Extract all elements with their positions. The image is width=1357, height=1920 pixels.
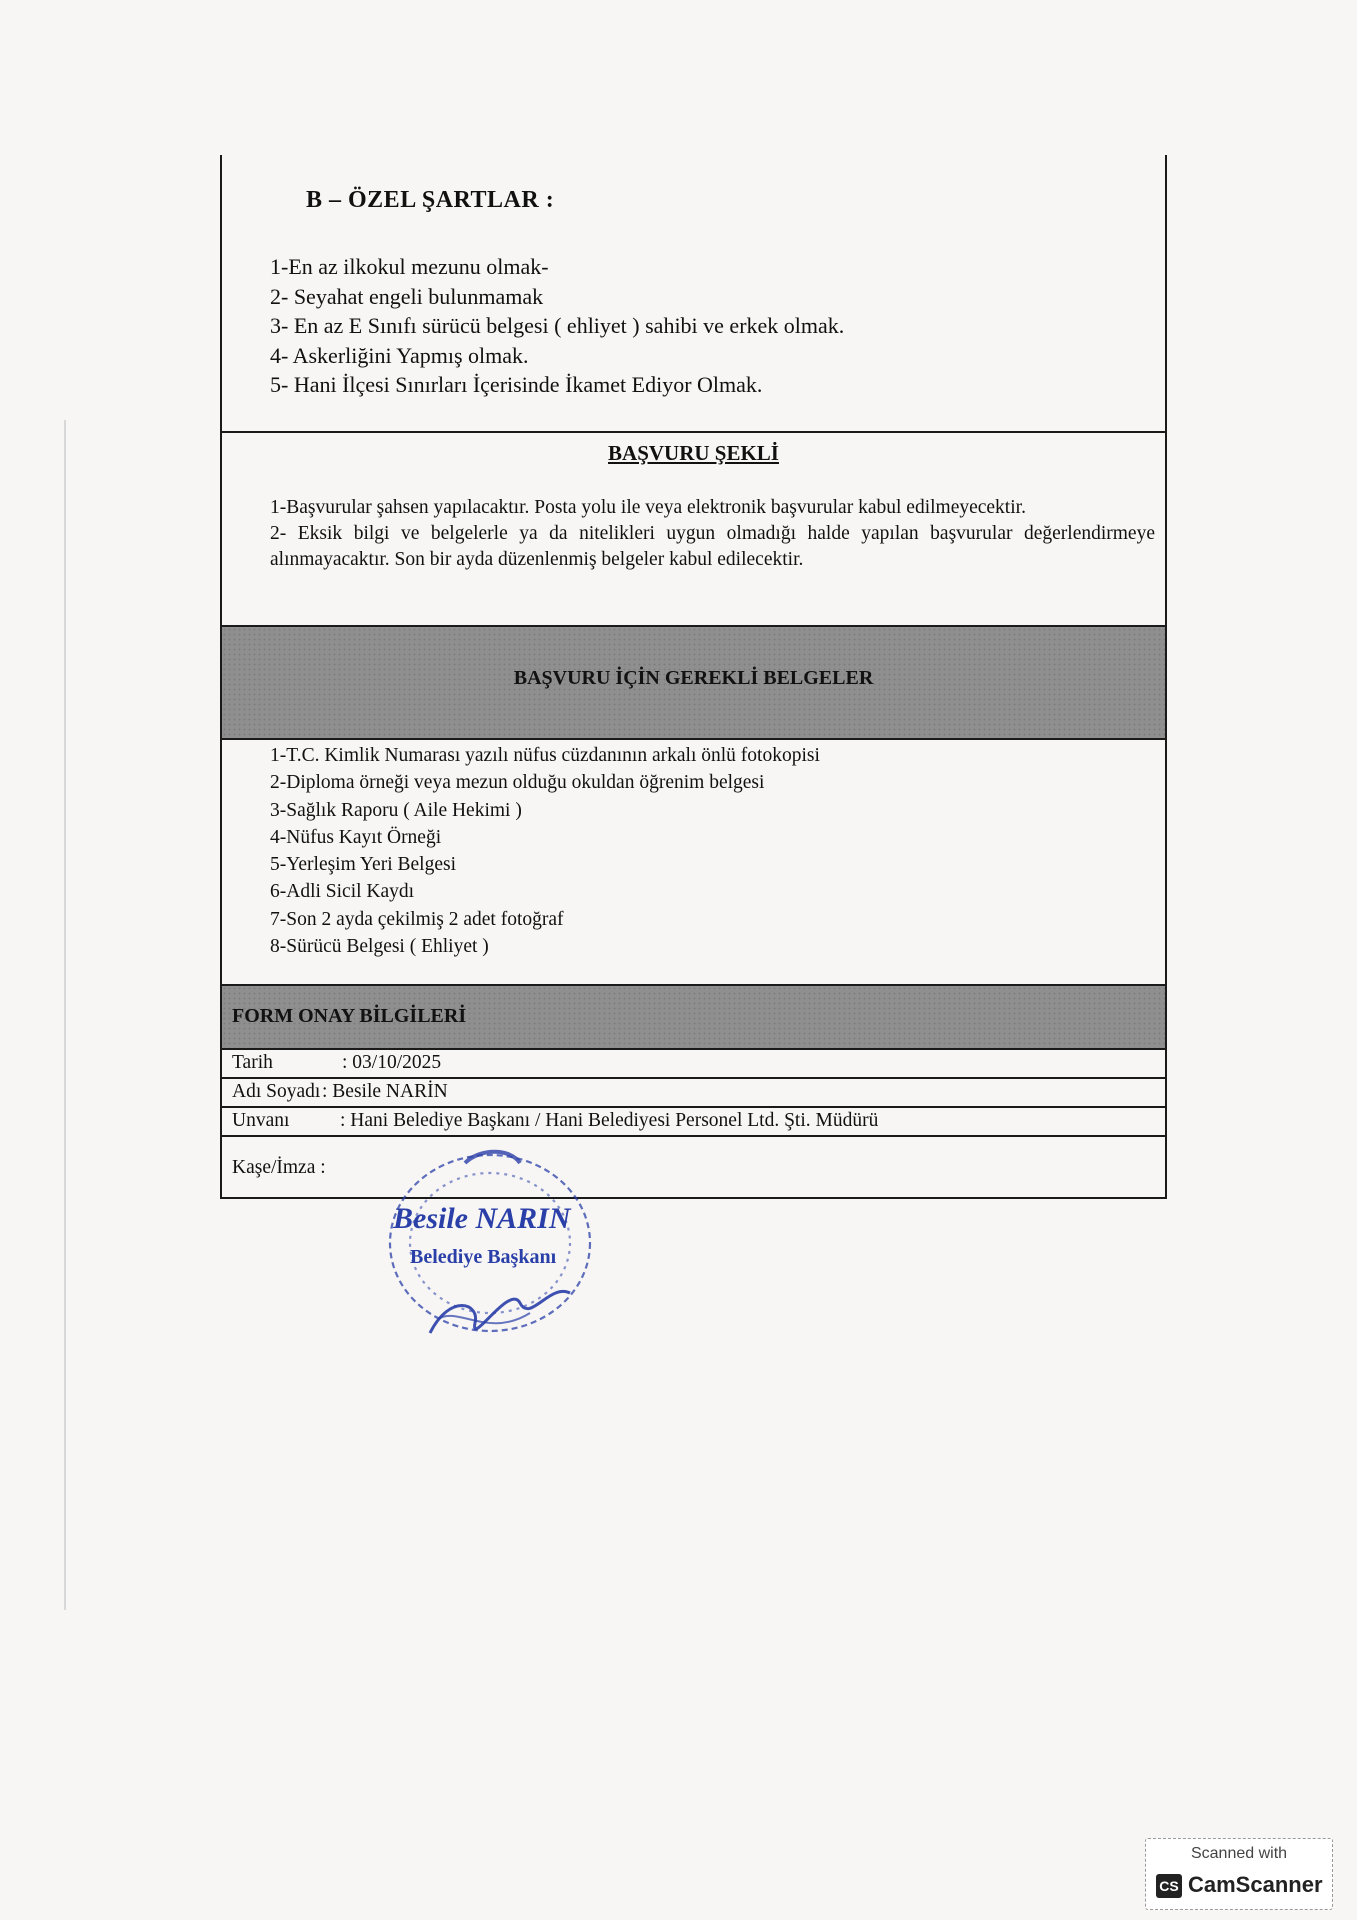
camscanner-logo-icon: CS bbox=[1156, 1874, 1182, 1898]
stamp-name: Besile NARIN bbox=[393, 1202, 571, 1235]
list-item: 7-Son 2 ayda çekilmiş 2 adet fotoğraf bbox=[270, 908, 564, 930]
list-item: 2-Diploma örneği veya mezun olduğu okuldan öğrenim belgesi bbox=[270, 772, 765, 794]
list-item: 6-Adli Sicil Kaydı bbox=[270, 881, 415, 903]
tarih-value: : 03/10/2025 bbox=[342, 1052, 442, 1073]
unvan-row bbox=[222, 1106, 1165, 1135]
adsoyad-value: : Besile NARİN bbox=[322, 1081, 448, 1102]
list-item: 1-En az ilkokul mezunu olmak- bbox=[270, 254, 549, 279]
basvuru-sekli-title: BAŞVURU ŞEKLİ bbox=[608, 441, 779, 465]
paragraph: 1-Başvurular şahsen yapılacaktır. Posta yolu ile veya elektronik başvurular kabul edilmeyecektir. bbox=[270, 497, 1026, 518]
tarih-row bbox=[222, 1048, 1165, 1077]
list-item: 3-Sağlık Raporu ( Aile Hekimi ) bbox=[270, 799, 522, 821]
list-item: 1-T.C. Kimlik Numarası yazılı nüfus cüzdanının arkalı önlü fotokopisi bbox=[270, 745, 820, 766]
ozel-sartlar-title: B – ÖZEL ŞARTLAR : bbox=[306, 187, 555, 213]
watermark-top-text: Scanned with bbox=[1190, 1845, 1288, 1862]
page-edge bbox=[64, 420, 66, 1610]
belgeler-section bbox=[222, 740, 1165, 984]
unvan-value: : Hani Belediye Başkanı / Hani Belediyesi Personel Ltd. Şti. Müdürü bbox=[340, 1110, 879, 1131]
belgeler-header bbox=[222, 627, 1165, 738]
application-form bbox=[220, 155, 1167, 1199]
list-item: 3- En az E Sınıfı sürücü belgesi ( ehliyet ) sahibi ve erkek olmak. bbox=[270, 313, 845, 338]
stamp-role: Belediye Başkanı bbox=[410, 1246, 557, 1268]
adsoyad-row bbox=[222, 1077, 1165, 1106]
camscanner-watermark bbox=[1145, 1838, 1333, 1910]
list-item: 8-Sürücü Belgesi ( Ehliyet ) bbox=[270, 936, 489, 958]
tarih-label: Tarih bbox=[232, 1052, 273, 1073]
ozel-sartlar-list bbox=[270, 252, 844, 400]
list-item: 4- Askerliğini Yapmış olmak. bbox=[270, 342, 529, 368]
kase-imza-label: Kaşe/İmza : bbox=[232, 1157, 326, 1178]
watermark-brand: CamScanner bbox=[1188, 1872, 1323, 1897]
list-item: 5- Hani İlçesi Sınırları İçerisinde İkamet Ediyor Olmak. bbox=[270, 372, 763, 397]
list-item: 2- Seyahat engeli bulunmamak bbox=[270, 283, 544, 309]
form-onay-header bbox=[222, 986, 1165, 1048]
ozel-sartlar-section bbox=[222, 155, 1165, 431]
paragraph: 2- Eksik bilgi ve belgelerle ya da nitelikleri uygun olmadığı halde yapılan başvurular değerlendirmeye alınmayacaktır. Son bir ayda düzenlenmiş belgeler kabul edilecektir. bbox=[270, 523, 1155, 570]
adsoyad-label: Adı Soyadı bbox=[232, 1081, 321, 1102]
belgeler-list bbox=[270, 742, 820, 960]
form-onay-title: FORM ONAY BİLGİLERİ bbox=[232, 1005, 467, 1027]
kase-imza-row bbox=[222, 1135, 1165, 1199]
list-item: 4-Nüfus Kayıt Örneği bbox=[270, 826, 442, 848]
list-item: 5-Yerleşim Yeri Belgesi bbox=[270, 854, 456, 876]
official-stamp bbox=[370, 1133, 620, 1363]
basvuru-sekli-text bbox=[270, 495, 1155, 573]
unvan-label: Unvanı bbox=[232, 1110, 290, 1131]
belgeler-title: BAŞVURU İÇİN GEREKLİ BELGELER bbox=[513, 667, 874, 689]
basvuru-sekli-section bbox=[222, 433, 1165, 625]
